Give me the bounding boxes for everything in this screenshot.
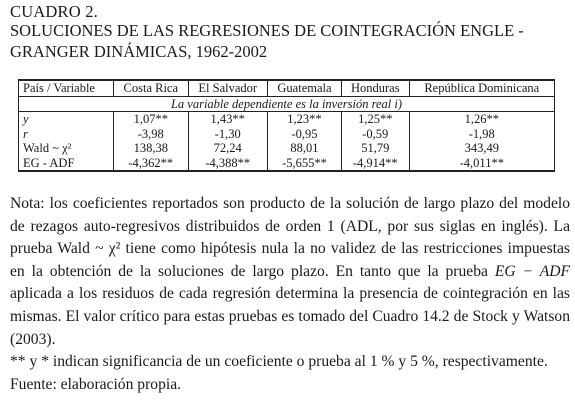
table-cell: 1,07** [114,112,189,127]
table-cell: 88,01 [267,141,341,156]
table-cell: -1,98 [409,127,554,142]
table-cell: 343,49 [409,141,554,156]
note-test-name: EG − ADF [494,262,571,280]
row-label: EG - ADF [19,156,114,172]
table-cell: 138,38 [114,141,189,156]
row-label: Wald ~ χ² [19,141,114,156]
table-cell: -1,30 [188,127,267,142]
significance-note: ** y * indican significancia de un coeficiente o prueba al 1 % y 5 %, respectivamente. [10,353,548,371]
table-cell: 51,79 [342,141,410,156]
table-cell: 1,26** [409,112,554,127]
source-note: Fuente: elaboración propia. [10,375,182,393]
table-notes [10,193,570,396]
column-header-honduras: Honduras [342,80,410,96]
note-paragraph [10,193,570,351]
dependent-variable-note: La variable dependiente es la inversión real i) [19,96,555,112]
column-header-el-salvador: El Salvador [188,80,267,96]
note-text: Nota: los coeficientes reportados son producto de la solución de largo plazo del modelo de rezagos auto-regresivos distribuidos de orden 1 (ADL, por sus siglas en inglés). La prueba Wald ~ χ² tiene como hipótesis nula la no validez de las restricciones impuestas en la obtención de la soluciones de largo plazo. En tanto que la prueba [10,195,570,280]
table-cell: 1,25** [342,112,410,127]
note-text-cont: aplicada a los residuos de cada regresión determina la presencia de cointegración en las mismas. El valor crítico para estas pruebas es tomado del Cuadro 14.2 de Stock y Watson (2003). [10,285,570,348]
table-row [19,141,555,156]
column-header-costa-rica: Costa Rica [114,80,189,96]
table-cell: -0,95 [267,127,341,142]
column-header-country: País / Variable [19,80,114,96]
table-cell: -4,011** [409,156,554,172]
row-label: r [19,127,114,142]
table-title: CUADRO 2. [10,2,98,21]
table-cell: -4,362** [114,156,189,172]
table-cell: 1,23** [267,112,341,127]
table-cell: -0,59 [342,127,410,142]
column-header-republica-dominicana: República Dominicana [409,80,554,96]
table-subtitle: SOLUCIONES DE LAS REGRESIONES DE COINTEGRACIÓN ENGLE - GRANGER DINÁMICAS, 1962-2002 [10,21,524,61]
table-cell: -4,388** [188,156,267,172]
table-cell: -3,98 [114,127,189,142]
row-label: y [19,112,114,127]
table-cell: 72,24 [188,141,267,156]
table-cell: 1,43** [188,112,267,127]
table-row [19,112,555,127]
cointegration-table [18,79,555,172]
table-row [19,127,555,142]
table-cell: -5,655** [267,156,341,172]
column-header-guatemala: Guatemala [267,80,341,96]
table-row [19,156,555,172]
table-cell: -4,914** [342,156,410,172]
